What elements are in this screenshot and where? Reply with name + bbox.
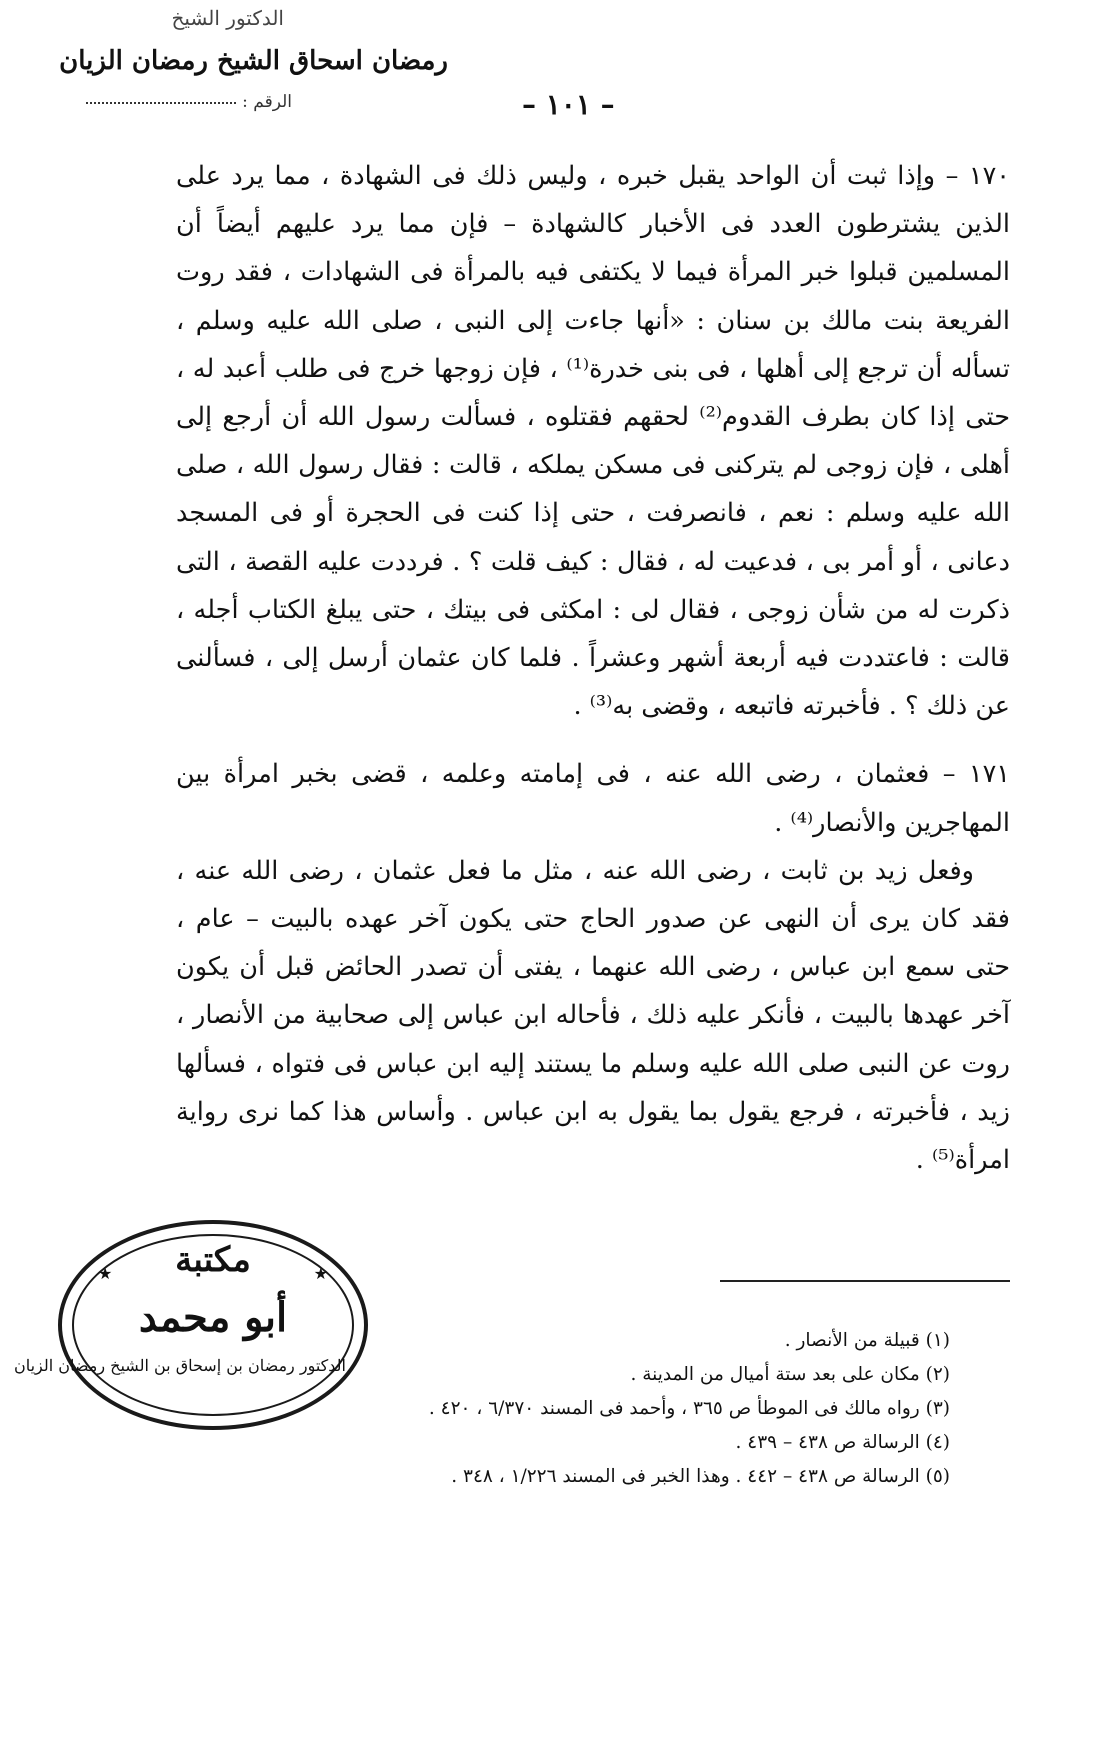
library-seal [13,1220,368,1430]
footnote-1: (١) قبيلة من الأنصار . [784,1330,950,1351]
seal-star-icon: ★ [98,1264,113,1283]
stamp-number-field [86,92,292,112]
seal-middle-text: أبو محمد [138,1294,288,1341]
stamp-number-label: الرقم : [242,92,292,112]
footnote-divider [720,1280,1010,1282]
main-text [176,152,1010,1184]
footnote-2: (٢) مكان على بعد ستة أميال من المدينة . [630,1364,950,1385]
seal-bottom-text: الدكتور رمضان بن إسحاق بن الشيخ رمضان الزيان [13,1356,346,1375]
footnote-3: (٣) رواه مالك فى الموطأ ص ٣٦٥ ، وأحمد فى المسند ٦/٣٧٠ ، ٤٢٠ . [428,1398,950,1419]
footnote-5: (٥) الرسالة ص ٤٣٨ – ٤٤٢ . وهذا الخبر فى المسند ١/٢٢٦ ، ٣٤٨ . [451,1466,950,1487]
seal-top-text: مكتبة [175,1240,251,1280]
seal-star-icon: ★ [313,1264,328,1283]
paragraph-170: ١٧٠ – وإذا ثبت أن الواحد يقبل خبره ، وليس ذلك فى الشهادة ، مما يرد على الذين يشترطون العدد فى الأخبار كالشهادة – فإن مما يرد عليهم أيضاً أن المسلمين قبلوا خبر المرأة فيما لا يكتفى فيه بالمرأة فى الشهادات ، فقد روت الفريعة بنت مالك بن سنان : «أنها جاءت إلى النبى ، صلى الله عليه وسلم ، تسأله أن ترجع إلى أهلها ، فى بنى خدرة⁽¹⁾ ، فإن زوجها خرج فى طلب أعبد له ، حتى إذا كان بطرف القدوم⁽²⁾ لحقهم فقتلوه ، فسألت رسول الله أن أرجع إلى أهلى ، فإن زوجى لم يتركنى فى مسكن يملكه ، قالت : فقال رسول الله ، صلى الله عليه وسلم : نعم ، فانصرفت ، حتى إذا كنت فى الحجرة أو فى المسجد دعانى ، أو أمر بى ، فدعيت له ، فقال : كيف قلت ؟ . فرددت عليه القصة ، التى ذكرت له من شأن زوجى ، فقال لى : امكثى فى بيتك ، حتى يبلغ الكتاب أجله ، قالت : فاعتددت فيه أربعة أشهر وعشراً . فلما كان عثمان أرسل إلى ، فسألنى عن ذلك ؟ . فأخبرته فاتبعه ، وقضى به⁽³⁾ . [176,161,1010,722]
paragraph-zaid: وفعل زيد بن ثابت ، رضى الله عنه ، مثل ما فعل عثمان ، رضى الله عنه ، فقد كان يرى أن النهى عن صدور الحاج حتى يكون آخر عهده بالبيت – عام ، حتى سمع ابن عباس ، رضى الله عنهما ، يفتى أن تصدر الحائض قبل أن يكون آخر عهدها بالبيت ، فأنكر عليه ذلك ، فأحاله ابن عباس إلى صحابية من الأنصار ، روت عن النبى صلى الله عليه وسلم ما يستند إليه ابن عباس فى فتواه ، فسألها زيد ، فأخبرته ، فرجع يقول بما يقول به ابن عباس . وأساس هذا كما نرى رواية امرأة⁽⁵⁾ . [176,855,1010,1176]
footnote-4: (٤) الرسالة ص ٤٣٨ – ٤٣٩ . [735,1432,950,1453]
stamp-name: رمضان اسحاق الشيخ رمضان الزيان [59,46,448,76]
page-number: – ١٠١ – [522,88,615,121]
stamp-title: الدكتور الشيخ [171,6,284,30]
footnotes [270,1324,950,1494]
paragraph-171: ١٧١ – فعثمان ، رضى الله عنه ، فى إمامته وعلمه ، قضى بخبر امرأة بين المهاجرين والأنصار⁽⁴⁾ . [176,759,1010,838]
stamp-number-dots [86,102,236,104]
